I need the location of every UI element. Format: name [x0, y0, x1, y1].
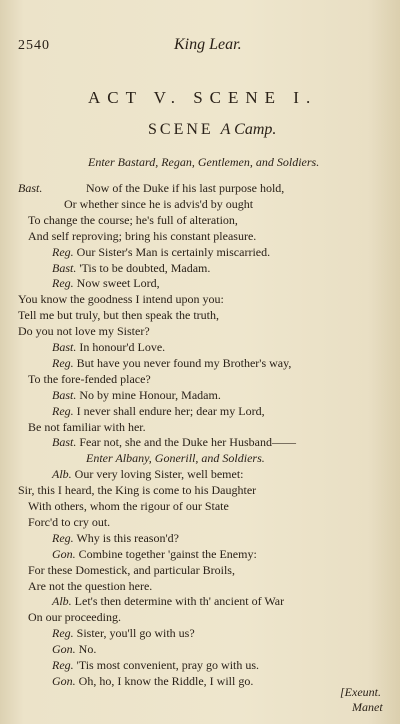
- line-text: Or whether since he is advis'd by ought: [64, 196, 254, 211]
- verse-line: [52, 673, 253, 689]
- verse-line: [52, 387, 221, 403]
- verse-line: [28, 562, 235, 578]
- verse-line: [52, 260, 210, 276]
- line-text: Enter Albany, Gonerill, and Soldiers.: [86, 451, 265, 466]
- speaker-name: Gon.: [52, 546, 76, 561]
- verse-line: [28, 514, 110, 530]
- speaker-name: Gon.: [52, 642, 76, 657]
- line-text: No.: [78, 642, 97, 657]
- line-text: But have you never found my Brother's way,: [76, 355, 292, 370]
- line-text: Fear not, she and the Duke her Husband——: [79, 435, 296, 450]
- line-text: No by mine Honour, Madam.: [79, 387, 221, 402]
- speaker-name: Reg.: [52, 658, 74, 672]
- line-text: Tell me but truly, but then speak the truth,: [18, 308, 220, 323]
- stage-direction-enter: Enter Bastard, Regan, Gentlemen, and Soldiers.: [88, 155, 320, 169]
- verse-line: [86, 450, 265, 466]
- verse-line: [52, 625, 195, 641]
- verse-line: [52, 546, 257, 562]
- speaker-name: Bast.: [52, 387, 77, 402]
- speaker-name: Bast.: [52, 435, 77, 450]
- line-text: Combine together 'gainst the Enemy:: [78, 546, 257, 561]
- page-number: 2540: [18, 38, 50, 53]
- verse-line: [28, 228, 256, 244]
- verse-line: [28, 371, 151, 387]
- speaker-name: Reg.: [52, 626, 74, 641]
- speaker-name: Gon.: [52, 673, 76, 688]
- line-text: Oh, ho, I know the Riddle, I will go.: [78, 673, 254, 688]
- speaker-name: Reg.: [52, 403, 74, 418]
- speaker-name: Reg.: [52, 276, 74, 291]
- running-title: King Lear.: [174, 36, 242, 53]
- exeunt-direction: [Exeunt.: [340, 685, 381, 699]
- line-text: To the fore-fended place?: [28, 371, 151, 386]
- line-text: 'Tis to be doubted, Madam.: [79, 260, 211, 275]
- verse-line: [52, 657, 259, 673]
- verse-line: [64, 196, 253, 212]
- speaker-name: Bast.: [52, 260, 77, 275]
- act-heading: ACT V. SCENE I.: [88, 88, 318, 107]
- line-text: To change the course; he's full of alteration,: [28, 212, 238, 227]
- speaker-name: Reg.: [52, 530, 74, 545]
- verse-line: [18, 482, 256, 498]
- line-text: Why is this reason'd?: [76, 530, 179, 545]
- speaker-name: Reg.: [52, 355, 74, 370]
- line-text: For these Domestick, and particular Broils,: [28, 562, 235, 577]
- verse-line: [52, 641, 96, 657]
- line-text: 'Tis most convenient, pray go with us.: [76, 658, 260, 672]
- speaker-name: Bast.: [52, 340, 77, 354]
- line-text: Now of the Duke if his last purpose hold,: [86, 181, 285, 195]
- line-text: With others, whom the rigour of our State: [28, 499, 229, 513]
- verse-line: [18, 291, 224, 307]
- speaker-name: Alb.: [52, 467, 72, 482]
- verse-line: [52, 244, 270, 260]
- verse-line: [52, 275, 160, 291]
- scene-place: A Camp.: [220, 121, 277, 138]
- line-text: Sister, you'll go with us?: [76, 626, 195, 641]
- verse-line: [28, 578, 152, 594]
- verse-line: [52, 339, 165, 355]
- line-text: And self reproving; bring his constant pleasure.: [28, 228, 257, 243]
- verse-line: [52, 355, 291, 371]
- line-text: Let's then determine with th' ancient of War: [74, 594, 285, 609]
- line-text: Be not familiar with her.: [28, 419, 146, 434]
- line-text: Sir, this I heard, the King is come to his Daughter: [18, 483, 257, 498]
- speaker-name: Bast.: [18, 181, 43, 195]
- verse-line: [18, 323, 150, 339]
- speaker-name: Reg.: [52, 244, 74, 259]
- verse-line: [52, 466, 244, 482]
- verse-line: [52, 434, 296, 450]
- verse-line: [28, 212, 238, 228]
- scene-prefix: SCENE: [148, 121, 214, 138]
- line-text: Do you not love my Sister?: [18, 324, 150, 339]
- line-text: In honour'd Love.: [79, 340, 166, 354]
- speaker-name: Alb.: [52, 594, 72, 609]
- scene-heading: [148, 121, 276, 139]
- verse-line: [28, 609, 121, 625]
- line-text: You know the goodness I intend upon you:: [18, 292, 224, 307]
- line-text: Forc'd to cry out.: [28, 514, 111, 529]
- manet-direction: Manet: [352, 700, 383, 714]
- verse-line: [18, 180, 285, 196]
- line-text: Our Sister's Man is certainly miscarried.: [76, 244, 271, 259]
- verse-line: [52, 403, 265, 419]
- verse-line: [52, 530, 179, 546]
- verse-line: [52, 593, 284, 609]
- line-text: I never shall endure her; dear my Lord,: [76, 403, 265, 418]
- verse-line: [28, 419, 146, 435]
- line-text: Are not the question here.: [28, 578, 153, 593]
- line-text: Our very loving Sister, well bemet:: [74, 467, 244, 482]
- verse-line: [18, 307, 219, 323]
- verse-line: [28, 498, 229, 514]
- line-text: On our proceeding.: [28, 610, 121, 625]
- line-text: Now sweet Lord,: [76, 276, 160, 291]
